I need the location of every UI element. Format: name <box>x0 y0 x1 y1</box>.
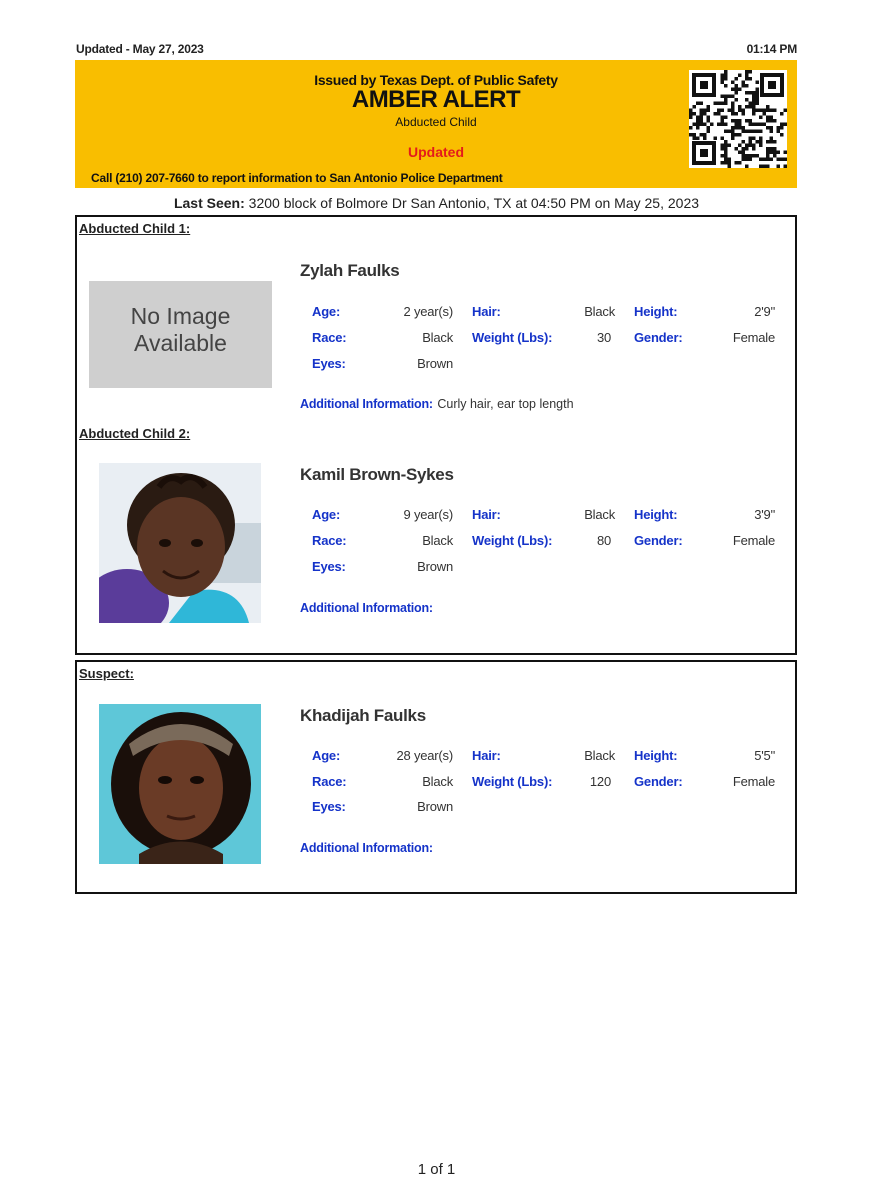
weight-label: Weight (Lbs): <box>472 330 553 345</box>
child-1-race: Black <box>422 330 453 345</box>
suspect-name: Khadijah Faulks <box>300 706 426 725</box>
suspect-photo <box>99 704 261 864</box>
section-label-child-2: Abducted Child 2: <box>79 426 191 441</box>
suspect-additional <box>300 839 433 857</box>
suspect-portrait-image <box>99 704 261 864</box>
weight-label: Weight (Lbs): <box>472 774 553 789</box>
gender-label: Gender: <box>634 774 683 789</box>
hair-label: Hair: <box>472 304 501 319</box>
child-2-weight: 80 <box>596 533 611 548</box>
last-seen-text: 3200 block of Bolmore Dr San Antonio, TX at 04:50 PM on May 25, 2023 <box>248 195 700 211</box>
qr-code-graphic <box>689 70 787 168</box>
height-label: Height: <box>634 748 678 763</box>
page-number: 1 of 1 <box>417 1161 456 1178</box>
child-2-eyes: Brown <box>417 559 453 574</box>
age-label: Age: <box>312 748 341 763</box>
section-label-child-1: Abducted Child 1: <box>79 221 191 236</box>
alert-status: Updated <box>408 144 464 160</box>
child-2-hair: Black <box>584 507 615 522</box>
updated-time: 01:14 PM <box>746 42 797 56</box>
child-2-age: 9 year(s) <box>403 507 453 522</box>
hair-label: Hair: <box>472 748 501 763</box>
no-image-placeholder <box>89 281 272 388</box>
last-seen-label: Last Seen: <box>173 195 245 211</box>
child-1-additional-text: Curly hair, ear top length <box>437 397 574 411</box>
child-2-photo <box>99 463 261 623</box>
height-label: Height: <box>634 304 678 319</box>
child-1-weight: 30 <box>596 330 611 345</box>
child-2-height: 3'9" <box>754 507 775 522</box>
height-label: Height: <box>634 507 678 522</box>
suspect-age: 28 year(s) <box>396 748 453 763</box>
amber-alert-banner <box>75 60 797 188</box>
additional-label: Additional Information: <box>300 841 433 855</box>
gender-label: Gender: <box>634 533 683 548</box>
hair-label: Hair: <box>472 507 501 522</box>
child-1-eyes: Brown <box>417 356 453 371</box>
child-2-gender: Female <box>732 533 775 548</box>
race-label: Race: <box>312 330 347 345</box>
suspect-box <box>75 660 797 894</box>
call-instructions: Call (210) 207-7660 to report information to San Antonio Police Department <box>91 171 503 185</box>
child-1-hair: Black <box>584 304 615 319</box>
alert-subtitle: Abducted Child <box>395 115 477 129</box>
suspect-weight: 120 <box>589 774 611 789</box>
issued-by: Issued by Texas Dept. of Public Safety <box>314 72 558 88</box>
suspect-race: Black <box>422 774 453 789</box>
suspect-height: 5'5" <box>754 748 775 763</box>
child-2-name: Kamil Brown-Sykes <box>300 465 454 484</box>
child-1-age: 2 year(s) <box>403 304 453 319</box>
no-image-text-line2: Available <box>134 330 227 356</box>
child-2-additional <box>300 599 433 617</box>
suspect-hair: Black <box>584 748 615 763</box>
child-portrait-image <box>99 463 261 623</box>
race-label: Race: <box>312 774 347 789</box>
updated-date: Updated - May 27, 2023 <box>76 42 204 56</box>
section-label-suspect: Suspect: <box>79 666 134 681</box>
alert-title: AMBER ALERT <box>351 86 521 113</box>
gender-label: Gender: <box>634 330 683 345</box>
eyes-label: Eyes: <box>312 356 346 371</box>
weight-label: Weight (Lbs): <box>472 533 553 548</box>
age-label: Age: <box>312 507 341 522</box>
suspect-gender: Female <box>732 774 775 789</box>
eyes-label: Eyes: <box>312 799 346 814</box>
additional-label: Additional Information: <box>300 397 433 411</box>
child-1-additional <box>300 395 574 413</box>
no-image-text-line1: No Image <box>130 303 231 329</box>
last-seen <box>0 195 873 211</box>
child-1-gender: Female <box>732 330 775 345</box>
eyes-label: Eyes: <box>312 559 346 574</box>
abducted-children-box <box>75 215 797 655</box>
additional-label: Additional Information: <box>300 601 433 615</box>
child-1-height: 2'9" <box>754 304 775 319</box>
age-label: Age: <box>312 304 341 319</box>
race-label: Race: <box>312 533 347 548</box>
child-1-name: Zylah Faulks <box>300 261 400 280</box>
suspect-eyes: Brown <box>417 799 453 814</box>
child-2-race: Black <box>422 533 453 548</box>
qr-code-icon <box>689 70 787 168</box>
